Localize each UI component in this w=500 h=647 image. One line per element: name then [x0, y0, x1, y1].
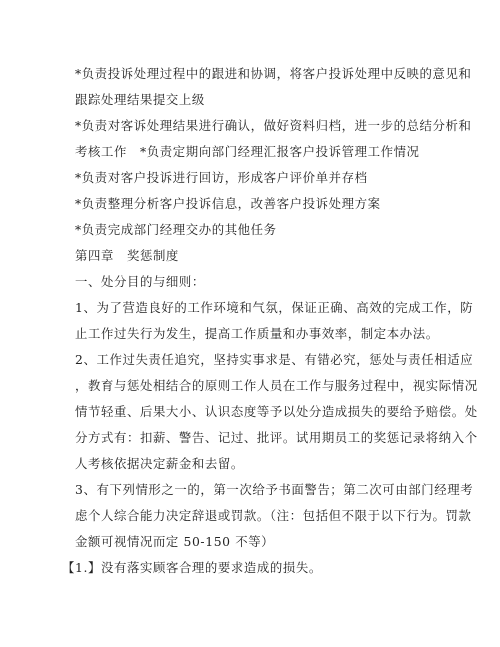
text-line: *负责完成部门经理交办的其他任务 — [75, 222, 277, 237]
text-line: *负责投诉处理过程中的跟进和协调，将客户投诉处理中反映的意见和 — [75, 66, 472, 81]
text-line: 情节轻重、后果大小、认识态度等予以处分造成损失的要给予赔偿。处 — [75, 404, 478, 419]
text-line: 跟踪处理结果提交上级 — [75, 92, 205, 107]
text-line: *负责整理分析客户投诉信息，改善客户投诉处理方案 — [75, 196, 381, 211]
text-line: 止工作过失行为发生，提高工作质量和办事效率，制定本办法。 — [75, 326, 439, 341]
text-line: 考核工作 *负责定期向部门经理汇报客户投诉管理工作情况 — [75, 144, 420, 159]
text-line: ，教育与惩处相结合的原则工作人员在工作与服务过程中，视实际情况 — [75, 378, 478, 393]
text-line: 1、为了营造良好的工作环境和气氛，保证正确、高效的完成工作，防 — [75, 300, 474, 315]
section-heading: 一、处分目的与细则： — [75, 274, 205, 289]
text-line: 分方式有：扣薪、警告、记过、批评。试用期员工的奖惩记录将纳入个 — [75, 430, 478, 445]
chapter-heading: 第四章 奖惩制度 — [75, 248, 179, 263]
text-line: 2、工作过失责任追究，坚持实事求是、有错必究，惩处与责任相适应 — [75, 352, 474, 367]
list-item: 【1.】没有落实顾客合理的要求造成的损失。 — [62, 560, 322, 575]
text-line: 金额可视情况而定 50-150 不等） — [75, 534, 275, 549]
text-line: 3、有下列情形之一的，第一次给予书面警告；第二次可由部门经理考 — [75, 482, 474, 497]
text-line: *负责对客户投诉进行回访，形成客户评价单并存档 — [75, 170, 368, 185]
text-line: 虑个人综合能力决定辞退或罚款。（注：包括但不限于以下行为。罚款 — [75, 508, 472, 523]
text-line: *负责对客诉处理结果进行确认，做好资料归档，进一步的总结分析和 — [75, 118, 472, 133]
text-line: 人考核依据决定薪金和去留。 — [75, 456, 244, 471]
